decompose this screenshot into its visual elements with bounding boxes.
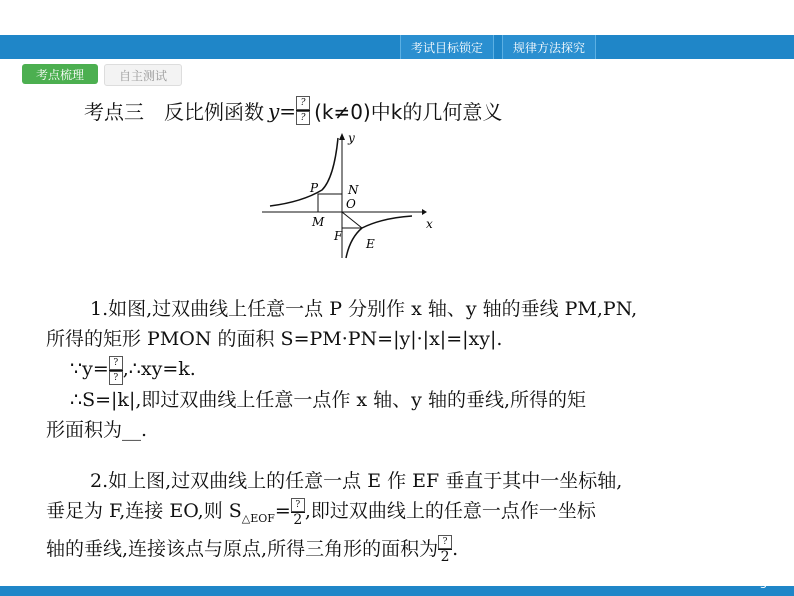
title-prefix: 考点三 反比例函数	[84, 100, 264, 124]
hyperbola-graph	[262, 128, 452, 268]
label-y: y	[348, 131, 355, 145]
paragraph-2	[46, 466, 622, 564]
section-title	[84, 96, 502, 125]
subtab-review[interactable]: 考点梳理	[22, 64, 98, 84]
header-tabs	[400, 35, 596, 59]
label-P: P	[310, 181, 319, 195]
p2-line1: 2.如上图,过双曲线上的任意一点 E 作 EF 垂直于其中一坐标轴,	[90, 470, 623, 492]
p2-line2: 垂足为 F,连接 EO,则 $S_{\triangle EOF}=$ $\frac{?}{2}$ ,即过双曲线上的任意一点作一坐标	[46, 499, 596, 528]
page-number: 3	[760, 578, 767, 591]
title-suffix: (k≠0)中k的几何意义	[314, 100, 503, 124]
label-O: O	[346, 197, 356, 211]
tab-exam-goals[interactable]: 考试目标锁定	[400, 35, 494, 59]
label-N: N	[348, 183, 359, 197]
p1-line1: 1.如图,过双曲线上任意一点 P 分别作 x 轴、y 轴的垂线 PM,PN,	[90, 298, 638, 320]
p1-line2: 所得的矩形 PMON 的面积 S=PM·PN=|y|·|x|=|xy|.	[46, 328, 503, 350]
label-M: M	[312, 215, 325, 229]
subtab-self-test[interactable]: 自主测试	[104, 64, 182, 86]
label-F: F	[334, 229, 343, 243]
footer-band	[0, 586, 794, 596]
header-band	[0, 35, 794, 59]
p1-line3: ∵y= $\frac{?}{?}$ ,∴xy=k.	[70, 357, 196, 383]
p1-line4: ∴S=|k|,即过双曲线上任意一点作 x 轴、y 轴的垂线,所得的矩	[70, 388, 586, 411]
paragraph-1	[46, 294, 637, 445]
tab-method-explore[interactable]: 规律方法探究	[502, 35, 596, 59]
label-E: E	[366, 237, 375, 251]
p1-line5: 形面积为__.	[46, 418, 148, 441]
p2-line3: 轴的垂线,连接该点与原点,所得三角形的面积为 $\frac{?}{2}$ .	[46, 537, 459, 566]
label-x: x	[426, 217, 433, 231]
title-formula: y= $\frac{?}{?}$	[268, 96, 310, 125]
title-fraction: $\frac{?}{?}$	[296, 96, 310, 125]
sub-tabs	[22, 64, 182, 86]
